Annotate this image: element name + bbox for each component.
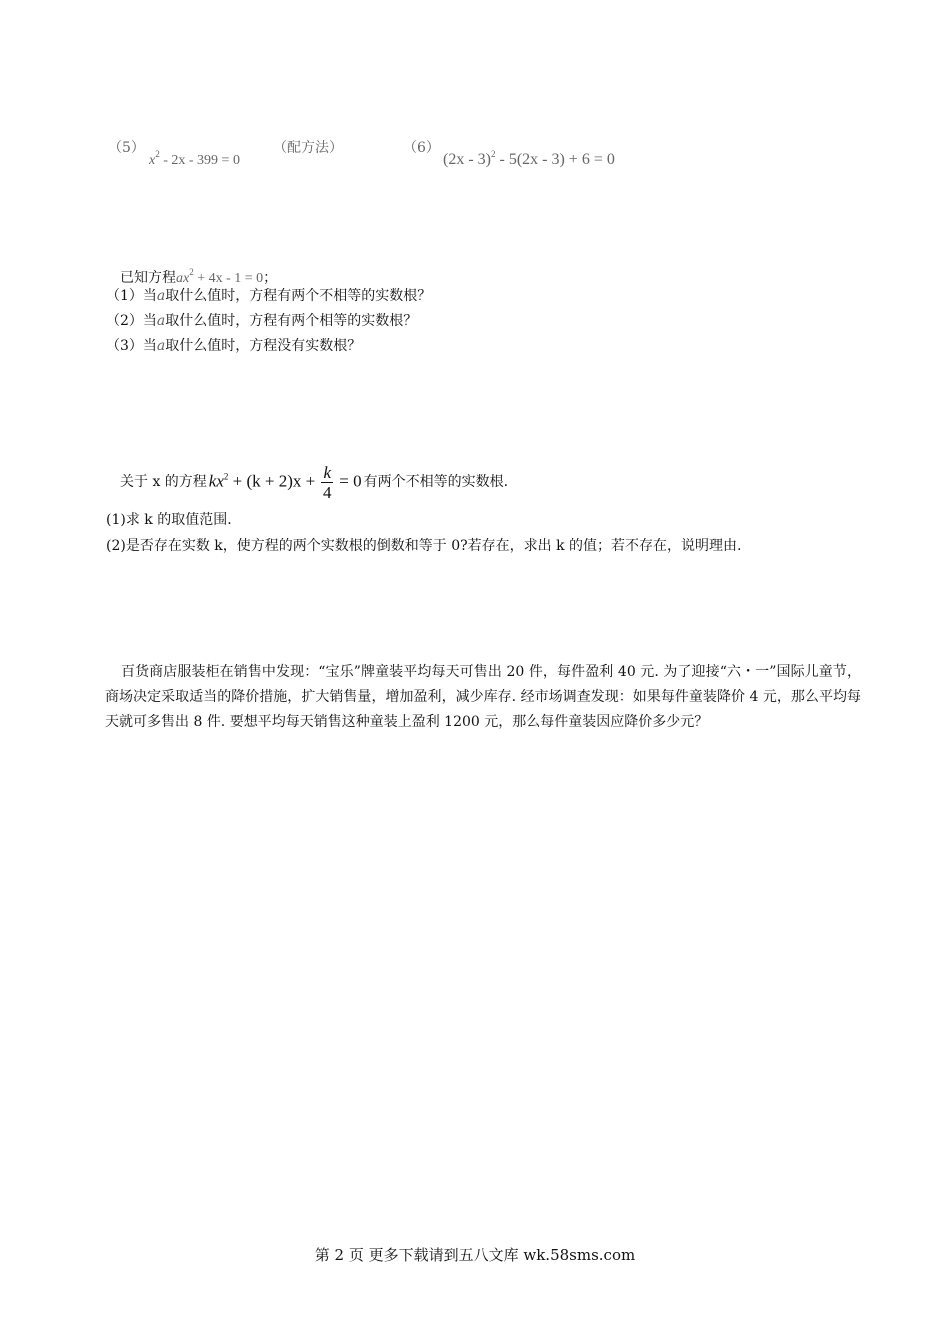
problem-k-intro-before: 关于 x 的方程 [120, 473, 207, 490]
problem-a-eq-a: ax [176, 271, 190, 286]
problem-a-item-3 [106, 334, 361, 359]
problem-a-item-2-var: a [156, 313, 166, 329]
q6-eq-rest: - 5(2x - 3) + 6 = 0 [499, 151, 615, 168]
problem-k-frac-num: k [323, 462, 332, 482]
problem-a-item-2-prefix: （2）当 [106, 313, 157, 329]
problem-a-intro-text: 已知方程 [120, 270, 176, 286]
problem-k-frac-den: 4 [323, 482, 332, 502]
problem-k-fraction [321, 464, 333, 501]
problem-k-equation [209, 464, 362, 501]
problem-a-eq-rest: + 4x - 1 = 0 [197, 271, 264, 286]
q5-equation [149, 149, 240, 169]
problem-a-item-1-prefix: （1）当 [106, 288, 157, 304]
problem-a-item-2 [106, 309, 417, 334]
problem-k-eq-exp: 2 [223, 470, 229, 481]
problem-k-intro-after: 有两个不相等的实数根. [363, 473, 509, 490]
q6-eq-exp: 2 [490, 149, 496, 159]
problem-k-item-1: (1)求 k 的取值范围. [106, 512, 232, 528]
problem-a-item-3-text: 取什么值时，方程没有实数根？ [165, 338, 362, 354]
problem-k-eq-part2: + (k + 2)x + [232, 470, 316, 490]
problem-a-item-3-prefix: （3）当 [106, 338, 157, 354]
problem-a-item-1-var: a [156, 288, 166, 304]
problem-k-item-2: (2)是否存在实数 k，使方程的两个实数根的倒数和等于 0?若存在，求出 k 的值；若不存在，说明理由. [106, 538, 742, 554]
q5-eq-exp: 2 [155, 149, 160, 159]
problem-a-intro-end: ； [263, 270, 278, 286]
q6-eq-a: (2x - 3) [443, 151, 491, 168]
problem-a-item-1 [106, 284, 431, 309]
problem-a-eq-exp: 2 [189, 267, 194, 277]
problem-a-item-1-text: 取什么值时，方程有两个不相等的实数根？ [165, 288, 432, 304]
q6-equation [443, 149, 615, 169]
q5-eq-rest: - 2x - 399 = 0 [163, 153, 240, 168]
problem-a-item-3-var: a [156, 338, 166, 354]
problem-a-item-2-text: 取什么值时，方程有两个相等的实数根？ [165, 313, 418, 329]
problem-shop-text: 百货商店服装柜在销售中发现：“宝乐”牌童装平均每天可售出 20 件，每件盈利 40 元. 为了迎接“六・一”国际儿童节，商场决定采取适当的降价措施，扩大销售量，增加盈利，减少库存. 经市场调查发现：如果每件童装降价 4 元，那么平均每天就可多售出 8 件. 要想平均每天销售这种童装上盈利 1200 元，那么每件童装因应降价多少元？ [105, 664, 861, 730]
q5-method: （配方法） [273, 140, 343, 156]
q6-label: （6） [403, 140, 440, 156]
q5-eq-var: x [149, 153, 156, 168]
problem-k-intro [120, 460, 508, 504]
problem-k-eq-part3: = 0 [339, 470, 362, 490]
page-footer: 第 2 页 更多下载请到五八文库 wk.58sms.com [314, 1246, 636, 1264]
problem-k-eq-part1: kx [208, 470, 224, 490]
q5-label: （5） [108, 140, 145, 156]
